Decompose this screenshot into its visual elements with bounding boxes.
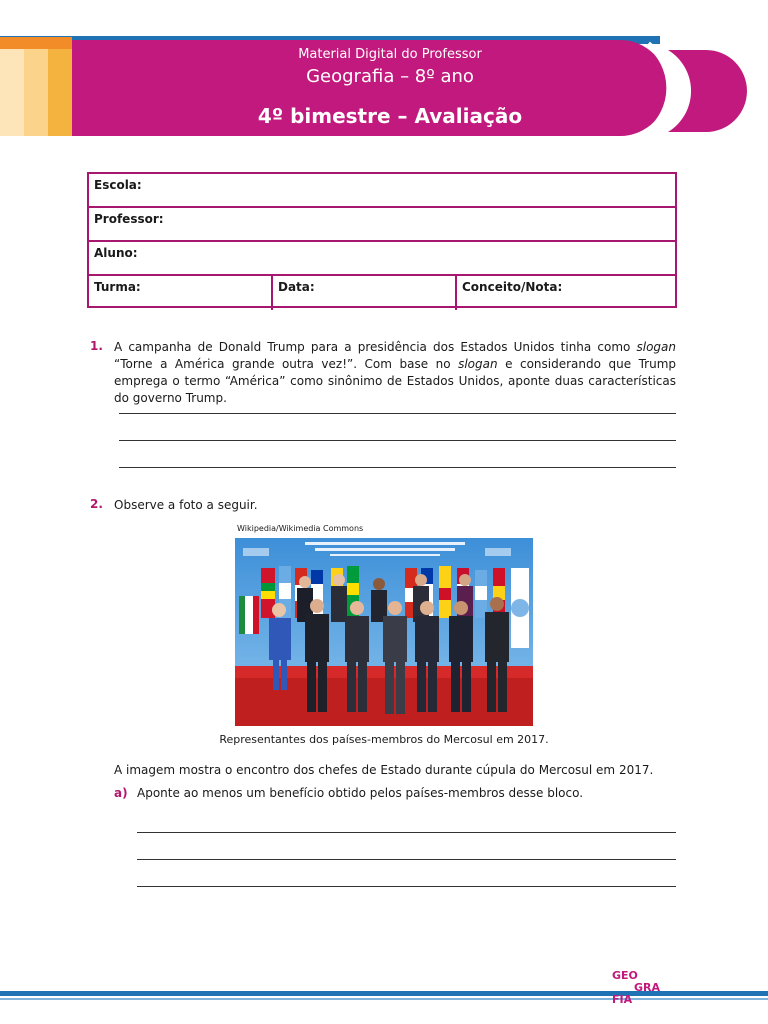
answer-line[interactable]	[119, 440, 676, 441]
footer-stripes	[0, 965, 768, 1024]
answer-line[interactable]	[137, 859, 676, 860]
question-1-text-before: A campanha de Donald Trump para a presidência dos Estados Unidos tinha como	[114, 340, 637, 354]
grade-field[interactable]	[455, 276, 675, 310]
class-label: Turma:	[94, 280, 141, 294]
student-label: Aluno:	[94, 246, 138, 260]
form-row-school	[89, 174, 675, 208]
question-1-slogan-word-2: slogan	[458, 357, 498, 371]
school-label: Escola:	[94, 178, 142, 192]
logo-syllable-geo: GEO	[612, 969, 638, 982]
school-field[interactable]	[89, 174, 675, 206]
photo-caption: Representantes dos países-membros do Mercosul em 2017.	[219, 733, 549, 746]
footer	[0, 965, 768, 1024]
form-row-class	[89, 276, 675, 310]
header-banner	[0, 0, 768, 150]
date-field[interactable]	[271, 276, 455, 310]
photo-illustration	[235, 538, 533, 726]
date-label: Data:	[278, 280, 315, 294]
teacher-label: Professor:	[94, 212, 164, 226]
form-row-teacher	[89, 208, 675, 242]
answer-line[interactable]	[137, 832, 676, 833]
header-subject: Geografia – 8º ano	[306, 66, 474, 87]
mercosul-summit-photo	[235, 538, 533, 726]
question-1-text-middle: “Torne a América grande outra vez!”. Com base no	[114, 357, 459, 371]
item-a-letter: a)	[114, 786, 128, 800]
logo-syllable-fia: FIA	[612, 993, 633, 1006]
question-2-lead: A imagem mostra o encontro dos chefes de Estado durante cúpula do Mercosul em 2017.	[114, 763, 654, 777]
grade-label: Conceito/Nota:	[462, 280, 563, 294]
logo-syllable-gra: GRA	[634, 981, 661, 994]
answer-line[interactable]	[119, 467, 676, 468]
photo-credit: Wikipedia/Wikimedia Commons	[237, 524, 364, 533]
class-field[interactable]	[89, 276, 271, 310]
item-a-text: Aponte ao menos um benefício obtido pelos países-membros desse bloco.	[137, 786, 584, 800]
student-field[interactable]	[89, 242, 675, 274]
question-1-slogan-word: slogan	[636, 340, 676, 354]
answer-line[interactable]	[119, 413, 676, 414]
form-row-student	[89, 242, 675, 276]
question-2-number: 2.	[90, 497, 103, 511]
page-title: 4º bimestre – Avaliação	[257, 104, 523, 128]
question-1-text-after: e considerando que Trump emprega o termo “América” como sinônimo de Estados Unidos, aponte duas características do governo Trump.	[114, 357, 677, 405]
answer-line[interactable]	[137, 886, 676, 887]
identification-form	[87, 172, 677, 308]
question-1-text	[114, 339, 676, 407]
question-1-number: 1.	[90, 339, 103, 353]
question-2-prompt: Observe a foto a seguir.	[114, 498, 258, 512]
teacher-field[interactable]	[89, 208, 675, 240]
header-subtitle: Material Digital do Professor	[298, 47, 482, 62]
